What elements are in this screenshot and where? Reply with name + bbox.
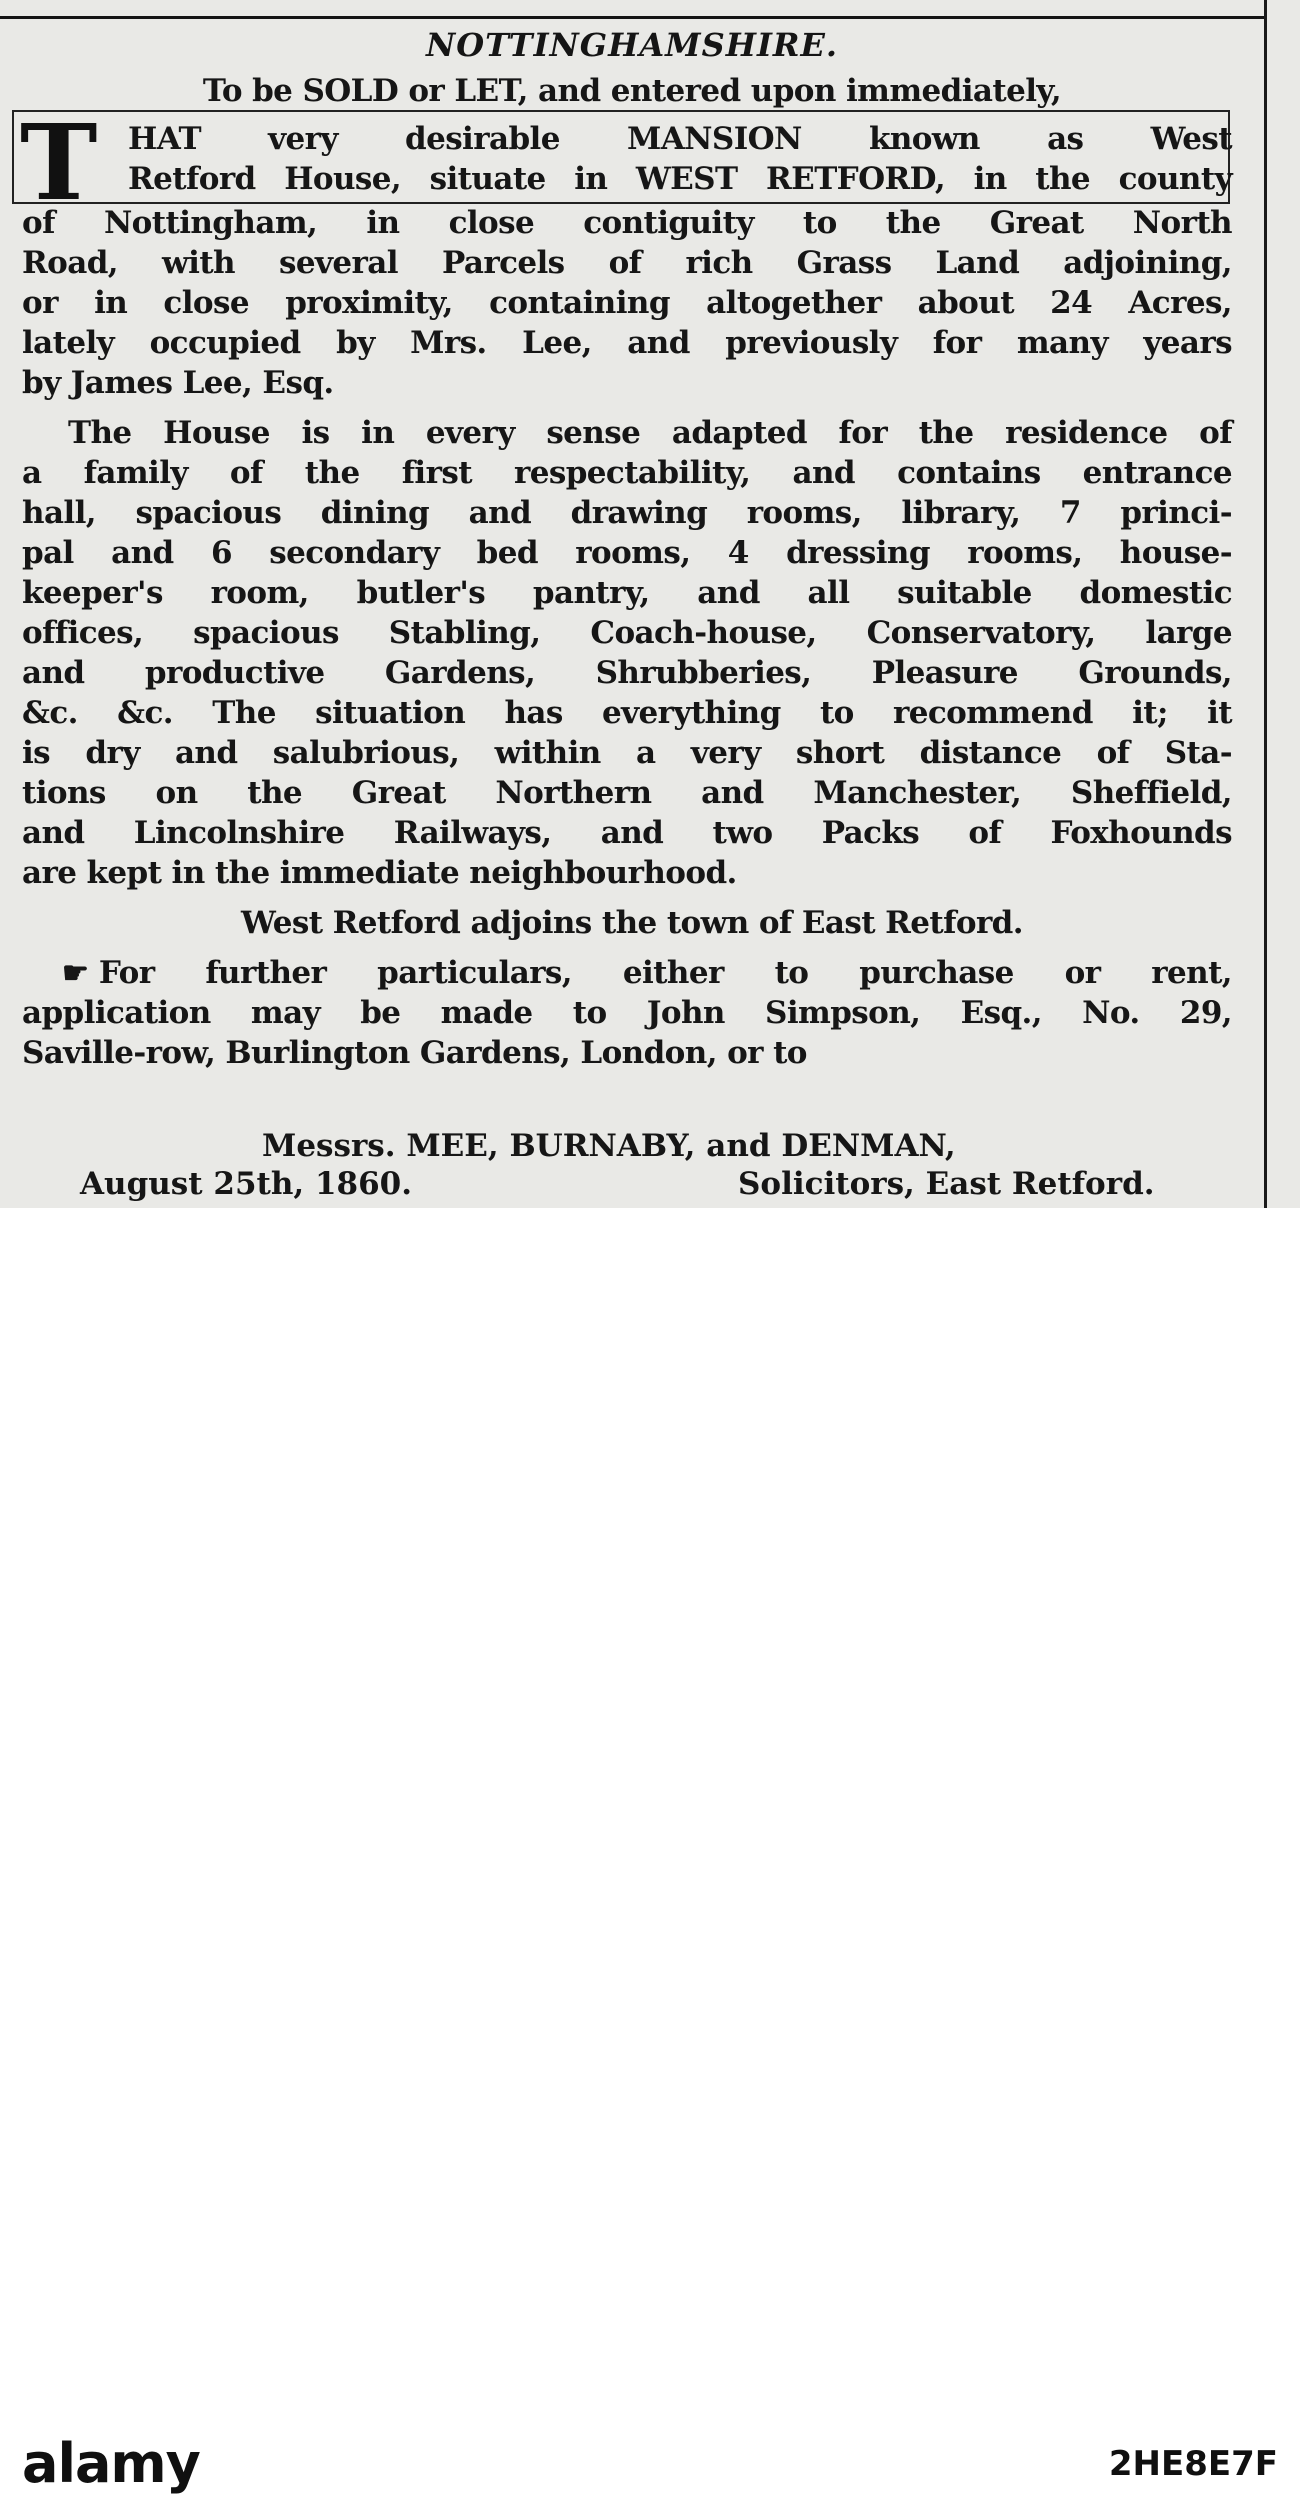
body-line: &c. &c. The situation has everything to recommend it; it xyxy=(22,695,1232,731)
advert-date: August 25th, 1860. xyxy=(80,1166,413,1202)
body-line: hall, spacious dining and drawing rooms, library, 7 princi- xyxy=(22,495,1232,531)
body-line: is dry and salubrious, within a very short distance of Sta- xyxy=(22,735,1232,771)
body-line: keeper's room, butler's pantry, and all suitable domestic xyxy=(22,575,1232,611)
body-line: by James Lee, Esq. xyxy=(22,365,334,401)
body-line xyxy=(62,956,1232,991)
body-line: of Nottingham, in close contiguity to the Great North xyxy=(22,205,1232,241)
body-line: and productive Gardens, Shrubberies, Pleasure Grounds, xyxy=(22,655,1232,691)
body-line: pal and 6 secondary bed rooms, 4 dressing rooms, house- xyxy=(22,535,1232,571)
body-line: The House is in every sense adapted for the residence of xyxy=(68,415,1232,451)
top-rule xyxy=(0,16,1266,19)
subheading: To be SOLD or LET, and entered upon immediately, xyxy=(202,73,1062,109)
body-line: West Retford adjoins the town of East Retford. xyxy=(241,905,1023,941)
headline: NOTTINGHAMSHIRE. xyxy=(425,26,839,64)
column-rule xyxy=(1264,0,1267,1208)
newspaper-clipping xyxy=(0,0,1300,1208)
pointing-hand-icon: ☛ xyxy=(62,956,89,991)
body-line: lately occupied by Mrs. Lee, and previously for many years xyxy=(22,325,1232,361)
body-line-text: For further particulars, either to purchase or rent, xyxy=(98,955,1232,991)
solicitors-location: Solicitors, East Retford. xyxy=(738,1166,1155,1202)
body-line: Saville-row, Burlington Gardens, London, or to xyxy=(22,1035,807,1071)
body-line: tions on the Great Northern and Manchester, Sheffield, xyxy=(22,775,1232,811)
body-line: a family of the first respectability, and contains entrance xyxy=(22,455,1232,491)
drop-cap: T xyxy=(20,101,98,224)
solicitors-names: Messrs. MEE, BURNABY, and DENMAN, xyxy=(262,1128,956,1164)
body-line: Retford House, situate in WEST RETFORD, in the county xyxy=(128,161,1232,197)
body-line: application may be made to John Simpson, Esq., No. 29, xyxy=(22,995,1232,1031)
body-line: or in close proximity, containing altogether about 24 Acres, xyxy=(22,285,1232,321)
stock-footer xyxy=(0,1208,1300,2495)
body-line: Road, with several Parcels of rich Grass Land adjoining, xyxy=(22,245,1232,281)
body-line: offices, spacious Stabling, Coach-house, Conservatory, large xyxy=(22,615,1232,651)
body-line: and Lincolnshire Railways, and two Packs of Foxhounds xyxy=(22,815,1232,851)
brand-logo: alamy xyxy=(22,2432,200,2495)
stock-image-id: 2HE8E7F xyxy=(1108,2444,1278,2484)
body-line: are kept in the immediate neighbourhood. xyxy=(22,855,737,891)
body-line: HAT very desirable MANSION known as West xyxy=(128,121,1232,157)
